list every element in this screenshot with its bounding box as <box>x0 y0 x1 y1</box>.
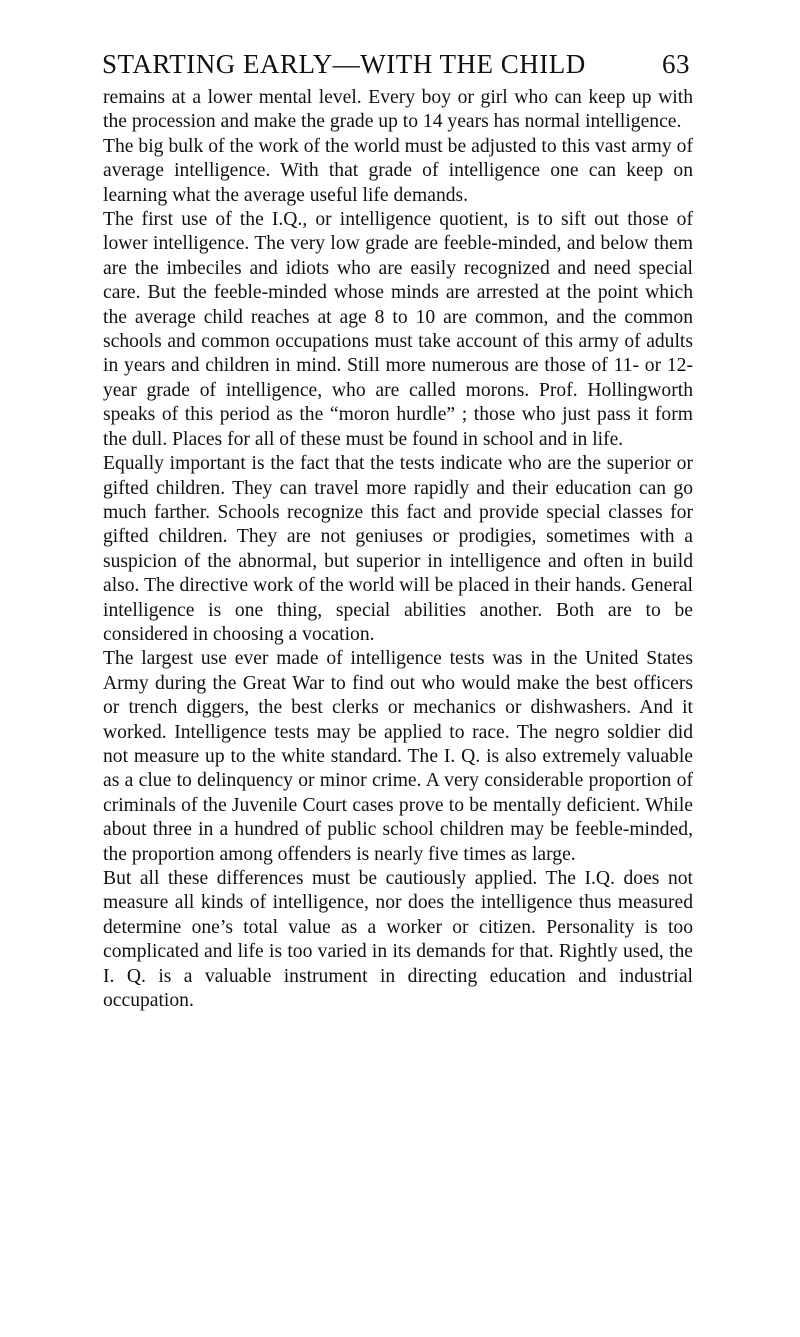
paragraph: remains at a lower mental level. Every boy or girl who can keep up with the procession and make the grade up to 14 years has normal intelligence. <box>103 87 693 133</box>
body-text <box>103 86 693 1013</box>
paragraph: The big bulk of the work of the world must be adjusted to this vast army of average intelligence. With that grade of intelligence one can keep on learning what the average useful life demands. <box>103 135 693 206</box>
running-head <box>102 48 690 80</box>
paragraph: Equally important is the fact that the tests indicate who are the superior or gifted children. They can travel more rapidly and their education can go much farther. Schools recognize this fact and provide special classes for gifted children. They are not geniuses or prodigies, sometimes with a suspicion of the abnormal, but superior in intelligence and often in build also. The directive work of the world will be placed in their hands. General intelligence is one thing, special abilities another. Both are to be considered in choosing a vocation. <box>103 453 693 645</box>
paragraph: The largest use ever made of intelligence tests was in the United States Army during the Great War to find out who would make the best officers or trench diggers, the best clerks or mechanics or dishwashers. And it worked. Intelligence tests may be applied to race. The negro soldier did not measure up to the white standard. The I. Q. is also extremely valuable as a clue to delinquency or minor crime. A very considerable proportion of criminals of the Juvenile Court cases prove to be mentally deficient. While about three in a hundred of public school children may be feeble-minded, the proportion among offenders is nearly five times as large. <box>103 648 693 865</box>
running-head-title: STARTING EARLY—WITH THE CHILD <box>102 49 586 79</box>
paragraph: The first use of the I.Q., or intelligence quotient, is to sift out those of lower intelligence. The very low grade are feeble-minded, and below them are the imbeciles and idiots who are easily recognized and need special care. But the feeble-minded whose minds are arrested at the point which the average child reaches at age 8 to 10 are common, and the common schools and common occupations must take account of this army of adults in years and children in mind. Still more numerous are those of 11- or 12-year grade of intelligence, who are called morons. Prof. Hollingworth speaks of this period as the “moron hurdle” ; those who just pass it form the dull. Places for all of these must be found in school and in life. <box>103 209 693 450</box>
page-number: 63 <box>662 49 690 79</box>
paragraph: But all these differences must be cautiously applied. The I.Q. does not measure all kinds of intelligence, nor does the intelligence thus measured determine one’s total value as a worker or citizen. Personality is too complicated and life is too varied in its demands for that. Rightly used, the I. Q. is a valuable instrument in directing education and industrial occupation. <box>103 868 693 1012</box>
